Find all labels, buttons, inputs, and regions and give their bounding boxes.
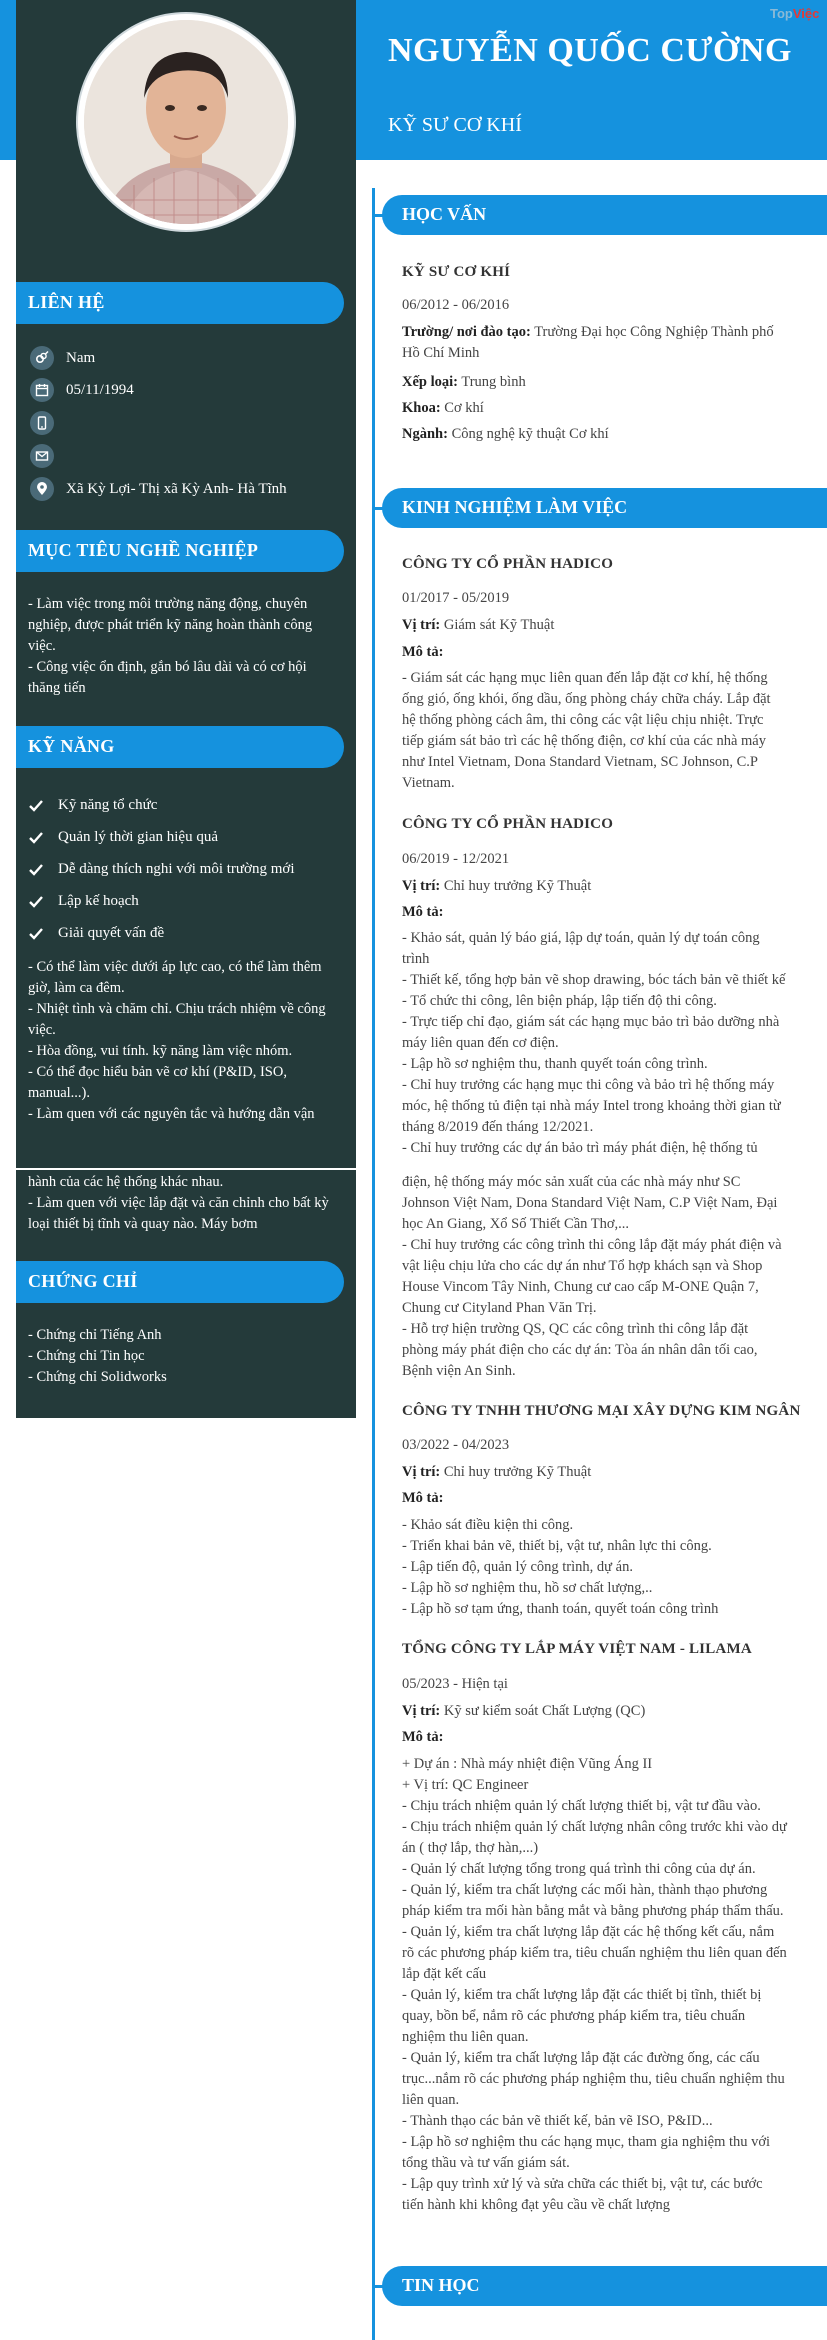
objective-heading: MỤC TIÊU NGHỀ NGHIỆP — [16, 530, 344, 572]
skill-label: Giải quyết vấn đề — [58, 925, 165, 941]
education-rank — [402, 372, 802, 393]
desc-line: - Lập hồ sơ nghiệm thu, hồ sơ chất lượng,.. — [402, 1580, 653, 1596]
skill-label: Lập kế hoạch — [58, 893, 139, 909]
education-school-cont: Hồ Chí Minh — [402, 345, 480, 361]
desc-label: Mô tả: — [402, 904, 444, 920]
major-value: Công nghệ kỹ thuật Cơ khí — [451, 426, 609, 442]
address-text: Xã Kỳ Lợi- Thị xã Kỳ Anh- Hà Tĩnh — [66, 480, 287, 497]
certificate-item: - Chứng chỉ Solidworks — [28, 1369, 167, 1385]
desc-line: - Quản lý, kiểm tra chất lượng lắp đặt các hệ thống kết cấu, nắm — [402, 1924, 775, 1940]
job-description — [402, 1515, 802, 1620]
certificates-list — [28, 1325, 346, 1388]
contact-gender — [30, 345, 95, 371]
position-label: Vị trí: — [402, 1464, 441, 1480]
desc-line: ống gió, ống khói, ống dầu, ống phòng cháy chữa cháy. Lắp đặt — [402, 691, 771, 707]
job-period: 06/2019 - 12/2021 — [402, 851, 510, 867]
desc-line: - Trực tiếp chỉ đạo, giám sát các hạng mục bảo trì bảo dưỡng nhà — [402, 1014, 780, 1030]
objective-line: thăng tiến — [28, 680, 86, 696]
candidate-job-title: KỸ SƯ CƠ KHÍ — [388, 114, 522, 136]
job-company: TỔNG CÔNG TY LẮP MÁY VIỆT NAM - LILAMA — [402, 1641, 752, 1657]
desc-line: liên quan. — [402, 2092, 460, 2108]
job-period: 01/2017 - 05/2019 — [402, 590, 510, 606]
hobbies-heading: TIN HỌC — [382, 2266, 827, 2306]
desc-line: - Khảo sát, quản lý báo giá, lập dự toán, quản lý dự toán công — [402, 930, 760, 946]
education-faculty — [402, 398, 802, 419]
contact-phone[interactable] — [30, 410, 66, 436]
experience-heading: KINH NGHIỆM LÀM VIỆC — [382, 488, 827, 528]
phone-icon — [30, 411, 54, 435]
education-major — [402, 424, 802, 445]
desc-line: Bệnh viện An Sinh. — [402, 1363, 516, 1379]
position-value: Chỉ huy trưởng Kỹ Thuật — [443, 1464, 592, 1480]
objective-text — [28, 594, 346, 699]
desc-line: máy liên quan đến cơ điện. — [402, 1035, 559, 1051]
skills-line: - Làm quen với các nguyên tắc và hướng dẫn vận — [28, 1106, 315, 1122]
email-icon — [30, 444, 54, 468]
desc-line: - Chỉ huy trưởng các công trình thi công lắp đặt máy phát điện và — [402, 1237, 782, 1253]
desc-line: - Quản lý, kiểm tra chất lượng lắp đặt các đường ống, các cấu — [402, 2050, 760, 2066]
skills-line: việc. — [28, 1022, 56, 1038]
skill-item — [28, 861, 294, 878]
timeline-line — [372, 188, 375, 2340]
desc-line: - Thành thạo các bản vẽ thiết kế, bản vẽ ISO, P&ID... — [402, 2113, 713, 2129]
skill-item — [28, 893, 139, 910]
desc-line: - Lập tiến độ, quản lý công trình, dự án. — [402, 1559, 633, 1575]
objective-line: nghiệp, được phát triển kỹ năng hoàn thành công — [28, 617, 313, 633]
contact-heading: LIÊN HỆ — [16, 282, 344, 324]
avatar — [84, 20, 288, 224]
skills-line: - Có thể đọc hiểu bản vẽ cơ khí (P&ID, ISO, — [28, 1064, 287, 1080]
logo-part-2: Việc — [792, 6, 820, 21]
certificate-item: - Chứng chỉ Tiếng Anh — [28, 1327, 162, 1343]
desc-line: móc, hệ thống tủ điện tại nhà máy Intel trong khoảng thời gian từ — [402, 1098, 781, 1114]
skills-line: - Làm quen với việc lắp đặt và căn chỉnh cho bất kỳ — [28, 1195, 329, 1211]
desc-line: - Giám sát các hạng mục liên quan đến lắp đặt cơ khí, hệ thống — [402, 670, 768, 686]
skill-item — [28, 797, 157, 814]
position-value: Giám sát Kỹ Thuật — [443, 617, 555, 633]
skills-line: - Nhiệt tình và chăm chỉ. Chịu trách nhiệm về công — [28, 1001, 326, 1017]
position-label: Vị trí: — [402, 617, 441, 633]
job-position — [402, 876, 802, 897]
skills-heading: KỸ NĂNG — [16, 726, 344, 768]
desc-line: rõ các phương pháp kiểm tra, tiêu chuẩn nghiệm thu liên quan đến — [402, 1945, 787, 1961]
desc-line: tiến hành khi không đạt yêu cầu về chất lượng — [402, 2197, 670, 2213]
skills-line: hành của các hệ thống khác nhau. — [28, 1174, 224, 1190]
desc-line: án ( thợ lắp, thợ hàn,...) — [402, 1840, 539, 1856]
job-company: CÔNG TY CỔ PHẦN HADICO — [402, 816, 614, 832]
skills-line: manual...). — [28, 1085, 91, 1101]
desc-line: - Quản lý, kiểm tra chất lượng các mối hàn, thành thạo phương — [402, 1882, 768, 1898]
gender-icon — [30, 346, 54, 370]
desc-line: - Lập hồ sơ nghiệm thu các hạng mục, tham gia nghiệm thu với — [402, 2134, 771, 2150]
check-icon — [28, 831, 52, 845]
skills-line: giờ, làm ca đêm. — [28, 980, 125, 996]
desc-line: vật liệu chịu lửa cho các dự án như Tổ hợp khách sạn và Shop — [402, 1258, 763, 1274]
position-label: Vị trí: — [402, 1703, 441, 1719]
education-school — [402, 322, 802, 343]
job-desc-label — [402, 1488, 802, 1509]
desc-label: Mô tả: — [402, 644, 444, 660]
desc-line: House Vincom Tây Ninh, Chung cư cao cấp M-ONE Quận 7, — [402, 1279, 759, 1295]
certificates-heading: CHỨNG CHỈ — [16, 1261, 344, 1303]
job-desc-label — [402, 1727, 802, 1748]
header-accent-strip — [0, 0, 16, 160]
certificate-item: - Chứng chỉ Tin học — [28, 1348, 145, 1364]
job-desc-label — [402, 642, 802, 663]
birthday-text: 05/11/1994 — [66, 381, 134, 398]
skill-item — [28, 925, 164, 942]
desc-line: quay, bồn bể, nắm rõ các phương pháp kiểm tra, tiêu chuẩn — [402, 2008, 746, 2024]
skill-label: Kỹ năng tổ chức — [58, 797, 158, 813]
desc-line: - Chỉ huy trưởng các dự án bảo trì máy phát điện, hệ thống tủ — [402, 1140, 758, 1156]
desc-line: - Khảo sát điều kiện thi công. — [402, 1517, 574, 1533]
job-description-continued — [402, 1172, 802, 1382]
desc-line: - Lập quy trình xử lý và sửa chữa các thiết bị, vật tư, các bước — [402, 2176, 763, 2192]
faculty-label: Khoa: — [402, 400, 441, 416]
rank-value: Trung bình — [461, 374, 526, 390]
desc-line: - Chịu trách nhiệm quản lý chất lượng nhân công trước khi vào dự — [402, 1819, 787, 1835]
desc-line: + Vị trí: QC Engineer — [402, 1777, 529, 1793]
desc-line: pháp kiểm tra mối hàn bằng mắt và bằng phương pháp thẩm thấu. — [402, 1903, 784, 1919]
job-description — [402, 1754, 802, 2216]
desc-line: + Dự án : Nhà máy nhiệt điện Vũng Áng II — [402, 1756, 653, 1772]
check-icon — [28, 895, 52, 909]
check-icon — [28, 799, 52, 813]
rank-label: Xếp loại: — [402, 374, 458, 390]
skills-line: - Có thể làm việc dưới áp lực cao, có thể làm thêm — [28, 959, 322, 975]
objective-line: việc. — [28, 638, 56, 654]
school-label: Trường/ nơi đào tạo: — [402, 324, 531, 340]
job-position — [402, 1462, 802, 1483]
desc-line: - Lập hồ sơ tạm ứng, thanh toán, quyết toán công trình — [402, 1601, 719, 1617]
site-logo[interactable] — [770, 6, 819, 21]
desc-line: Vietnam. — [402, 775, 455, 791]
skill-label: Dễ dàng thích nghi với môi trường mới — [58, 861, 295, 877]
job-position — [402, 615, 802, 636]
skills-description-continued — [28, 1172, 346, 1235]
desc-line: trình — [402, 951, 430, 967]
desc-line: - Lập hồ sơ nghiệm thu, thanh quyết toán công trình. — [402, 1056, 708, 1072]
contact-email[interactable] — [30, 443, 66, 469]
skills-line: loại thiết bị tĩnh và quay nào. Máy bơm — [28, 1216, 258, 1232]
desc-line: lắp đặt kết cấu — [402, 1966, 487, 1982]
desc-line: học An Giang, Xổ Số Thiết Cần Thơ,... — [402, 1216, 630, 1232]
contact-address — [30, 476, 287, 502]
check-icon — [28, 927, 52, 941]
position-value: Chỉ huy trưởng Kỹ Thuật — [443, 878, 592, 894]
candidate-name: NGUYỄN QUỐC CƯỜNG — [388, 32, 792, 69]
location-pin-icon — [30, 477, 54, 501]
job-description — [402, 668, 802, 794]
desc-line: - Hỗ trợ hiện trường QS, QC các công trình thi công lắp đặt — [402, 1321, 749, 1337]
desc-line: tiếp giám sát bảo trì các hệ thống điện, cơ khí của các nhà máy — [402, 733, 766, 749]
desc-line: - Thiết kế, tổng hợp bản vẽ shop drawing, bóc tách bản vẽ thiết kế — [402, 972, 786, 988]
desc-line: hệ thống phòng cách âm, thi công các vật liệu chịu nhiệt. Trực — [402, 712, 764, 728]
check-icon — [28, 863, 52, 877]
gender-text: Nam — [66, 349, 96, 366]
education-degree: KỸ SƯ CƠ KHÍ — [402, 264, 511, 280]
skills-line: - Hòa đồng, vui tính. kỹ năng làm việc nhóm. — [28, 1043, 293, 1059]
job-desc-label — [402, 902, 802, 923]
desc-label: Mô tả: — [402, 1490, 444, 1506]
skill-item — [28, 829, 218, 846]
job-company: CÔNG TY CỔ PHẦN HADICO — [402, 556, 614, 572]
desc-line: Chung cư Cityland Phan Văn Trị. — [402, 1300, 597, 1316]
portrait-image — [84, 20, 288, 224]
education-heading: HỌC VẤN — [382, 195, 827, 235]
job-period: 05/2023 - Hiện tại — [402, 1676, 508, 1692]
desc-line: - Quản lý chất lượng tổng trong quá trình thi công của dự án. — [402, 1861, 756, 1877]
desc-line: - Chỉ huy trưởng các hạng mục thi công và bảo trì hệ thống máy — [402, 1077, 775, 1093]
faculty-value: Cơ khí — [444, 400, 484, 416]
desc-line: điện, hệ thống máy móc sản xuất của các nhà máy như SC — [402, 1174, 741, 1190]
calendar-icon — [30, 378, 54, 402]
desc-line: Johnson Việt Nam, Dona Standard Việt Nam, C.P Việt Nam, Đại — [402, 1195, 778, 1211]
skills-description — [28, 957, 346, 1125]
major-label: Ngành: — [402, 426, 448, 442]
desc-label: Mô tả: — [402, 1729, 444, 1745]
objective-line: - Công việc ổn định, gắn bó lâu dài và có cơ hội — [28, 659, 307, 675]
desc-line: - Chịu trách nhiệm quản lý chất lượng thiết bị, vật tư đầu vào. — [402, 1798, 761, 1814]
desc-line: tháng 8/2019 đến tháng 12/2021. — [402, 1119, 594, 1135]
desc-line: - Tổ chức thi công, lên biện pháp, lập tiến độ thi công. — [402, 993, 717, 1009]
desc-line: như Intel Vietnam, Dona Standard Vietnam, SC Johnson, C.P — [402, 754, 758, 770]
desc-line: - Quản lý, kiểm tra chất lượng lắp đặt các thiết bị tĩnh, thiết bị — [402, 1987, 762, 2003]
objective-line: - Làm việc trong môi trường năng động, chuyên — [28, 596, 308, 612]
school-name: Trường Đại học Công Nghiệp Thành phố — [534, 324, 774, 340]
position-label: Vị trí: — [402, 878, 441, 894]
job-period: 03/2022 - 04/2023 — [402, 1437, 510, 1453]
skill-label: Quản lý thời gian hiệu quả — [58, 829, 218, 845]
job-company: CÔNG TY TNHH THƯƠNG MẠI XÂY DỰNG KIM NGÂN — [402, 1403, 801, 1419]
desc-line: trục...nắm rõ các phương pháp nghiệm thu, tiêu chuẩn nghiệm thu — [402, 2071, 785, 2087]
job-description — [402, 928, 802, 1159]
education-period: 06/2012 - 06/2016 — [402, 297, 510, 313]
desc-line: phòng máy phát điện cho các dự án: Tòa án nhân dân tối cao, — [402, 1342, 758, 1358]
page-break-divider — [16, 1168, 356, 1170]
job-position — [402, 1701, 802, 1722]
desc-line: tổng thầu và tư vấn giám sát. — [402, 2155, 570, 2171]
desc-line: - Triển khai bản vẽ, thiết bị, vật tư, nhân lực thi công. — [402, 1538, 712, 1554]
contact-birthday — [30, 377, 134, 403]
desc-line: nghiệm thu liên quan. — [402, 2029, 529, 2045]
position-value: Kỹ sư kiểm soát Chất Lượng (QC) — [443, 1703, 646, 1719]
logo-part-1: Top — [770, 6, 793, 21]
